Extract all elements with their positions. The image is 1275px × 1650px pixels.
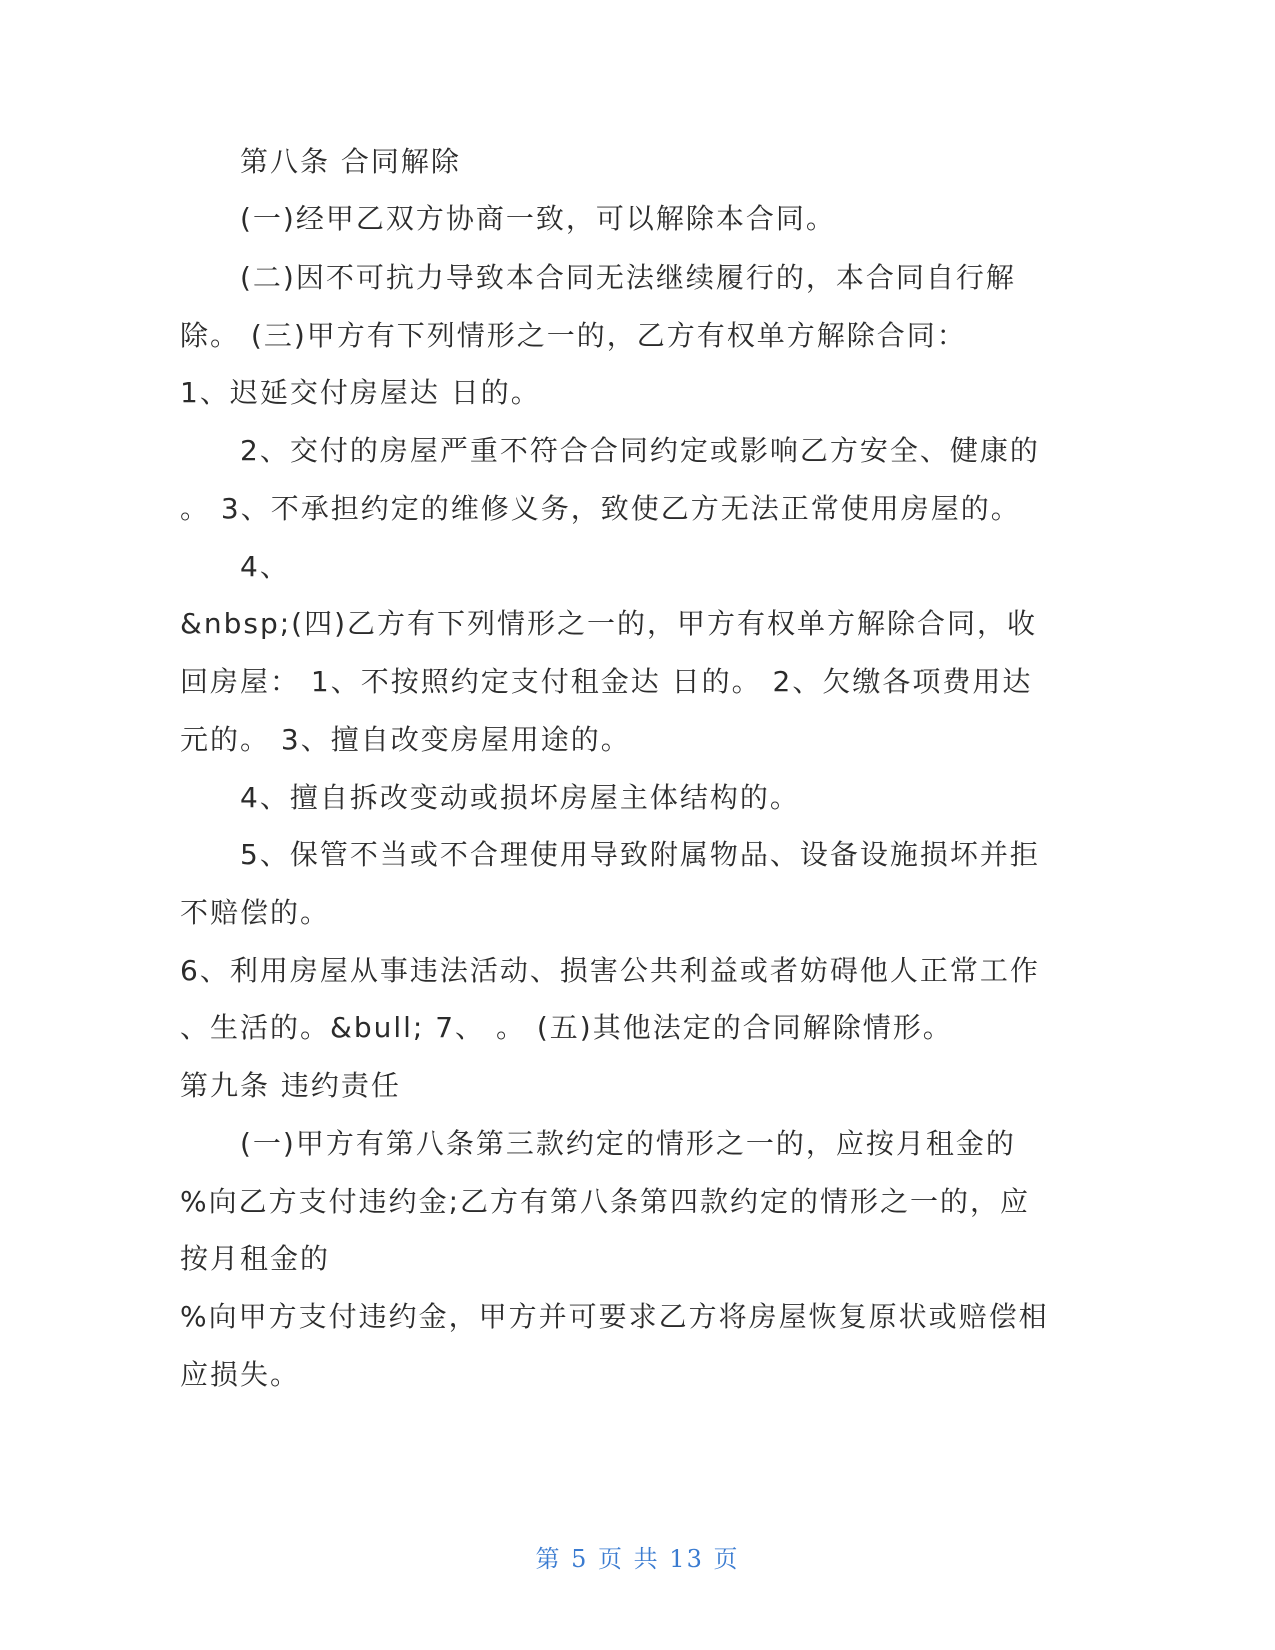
- text-line-4: 除。 (三)甲方有下列情形之一的，乙方有权单方解除合同：: [180, 319, 967, 352]
- page-number-footer: 第 5 页 共 13 页: [535, 1545, 740, 1573]
- text-line-18: (一)甲方有第八条第三款约定的情形之一的，应按月租金的: [240, 1127, 1016, 1160]
- text-line-19: %向乙方支付违约金;乙方有第八条第四款约定的情形之一的，应: [180, 1185, 1031, 1218]
- article-8-heading: 第八条 合同解除: [240, 145, 461, 178]
- text-line-13: 5、保管不当或不合理使用导致附属物品、设备设施损坏并拒: [240, 838, 1040, 871]
- text-line-6: 2、交付的房屋严重不符合合同约定或影响乙方安全、健康的: [240, 434, 1040, 467]
- text-line-3: (二)因不可抗力导致本合同无法继续履行的，本合同自行解: [240, 261, 1016, 294]
- text-line-11: 元的。 3、擅自改变房屋用途的。: [180, 723, 631, 756]
- text-line-7: 。 3、不承担约定的维修义务，致使乙方无法正常使用房屋的。: [180, 492, 1021, 525]
- text-line-12: 4、擅自拆改变动或损坏房屋主体结构的。: [240, 781, 800, 814]
- article-9-heading: 第九条 违约责任: [180, 1069, 401, 1102]
- text-line-8: 4、: [240, 550, 290, 583]
- text-line-5: 1、迟延交付房屋达 日的。: [180, 376, 541, 409]
- text-line-10: 回房屋： 1、不按照约定支付租金达 日的。 2、欠缴各项费用达: [180, 665, 1033, 698]
- text-line-21: %向甲方支付违约金，甲方并可要求乙方将房屋恢复原状或赔偿相: [180, 1300, 1049, 1333]
- text-line-20: 按月租金的: [180, 1242, 331, 1275]
- text-line-22: 应损失。: [180, 1358, 301, 1391]
- text-line-2: (一)经甲乙双方协商一致，可以解除本合同。: [240, 202, 836, 235]
- text-line-16: 、生活的。&bull; 7、 。 (五)其他法定的合同解除情形。: [180, 1011, 953, 1044]
- text-line-9: &nbsp;(四)乙方有下列情形之一的，甲方有权单方解除合同，收: [180, 607, 1037, 640]
- text-line-15: 6、利用房屋从事违法活动、损害公共利益或者妨碍他人正常工作: [180, 954, 1040, 987]
- text-line-14: 不赔偿的。: [180, 896, 331, 929]
